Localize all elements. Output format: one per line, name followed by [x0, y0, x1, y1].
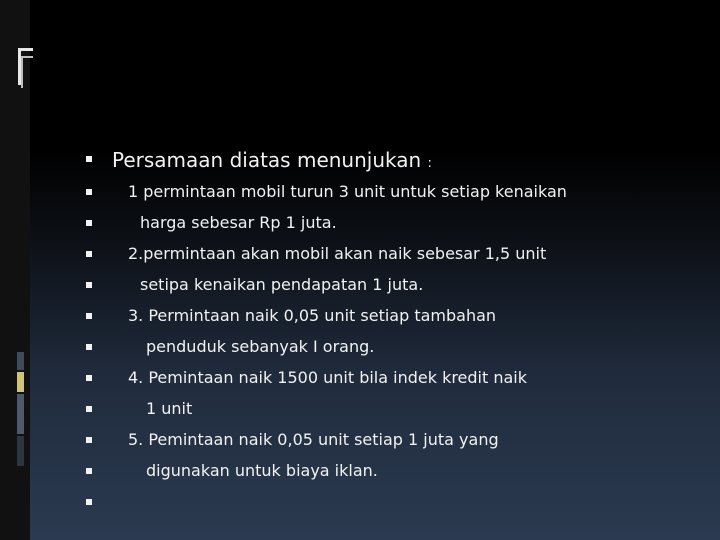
line-text: digunakan untuk biaya iklan. — [146, 461, 378, 480]
square-bullet-icon — [86, 499, 92, 505]
line-text: harga sebesar Rp 1 juta. — [140, 213, 337, 232]
heading-suffix: : — [427, 156, 432, 171]
list-item — [0, 460, 720, 486]
square-bullet-icon — [86, 468, 92, 474]
line-text: 4. Pemintaan naik 1500 unit bila indek kredit naik — [128, 368, 528, 387]
heading-text — [112, 148, 432, 176]
list-item — [0, 305, 720, 331]
list-item — [0, 336, 720, 362]
line-text: 1 unit — [146, 399, 193, 418]
list-item — [0, 429, 720, 455]
list-item — [0, 243, 720, 269]
square-bullet-icon — [86, 406, 92, 412]
list-item — [0, 491, 720, 517]
square-bullet-icon — [86, 220, 92, 226]
square-bullet-icon — [86, 282, 92, 288]
list-item — [0, 181, 720, 207]
list-item — [0, 367, 720, 393]
square-bullet-icon — [86, 251, 92, 257]
square-bullet-icon — [86, 375, 92, 381]
square-bullet-icon — [86, 344, 92, 350]
line-text: 5. Pemintaan naik 0,05 unit setiap 1 juta yang — [128, 430, 499, 449]
line-text: setipa kenaikan pendapatan 1 juta. — [140, 275, 424, 294]
list-item — [0, 212, 720, 238]
line-text: penduduk sebanyak I orang. — [146, 337, 375, 356]
heading-main: Persamaan diatas menunjukan — [112, 148, 422, 172]
list-item — [0, 274, 720, 300]
heading-row — [0, 148, 720, 174]
line-text: 1 permintaan mobil turun 3 unit untuk setiap kenaikan — [128, 182, 567, 201]
square-bullet-icon — [86, 437, 92, 443]
square-bullet-icon — [86, 313, 92, 319]
square-bullet-icon — [86, 156, 92, 162]
square-bullet-icon — [86, 189, 92, 195]
list-item — [0, 398, 720, 424]
line-text: 2.permintaan akan mobil akan naik sebesar 1,5 unit — [128, 244, 547, 263]
line-text: 3. Permintaan naik 0,05 unit setiap tambahan — [128, 306, 497, 325]
